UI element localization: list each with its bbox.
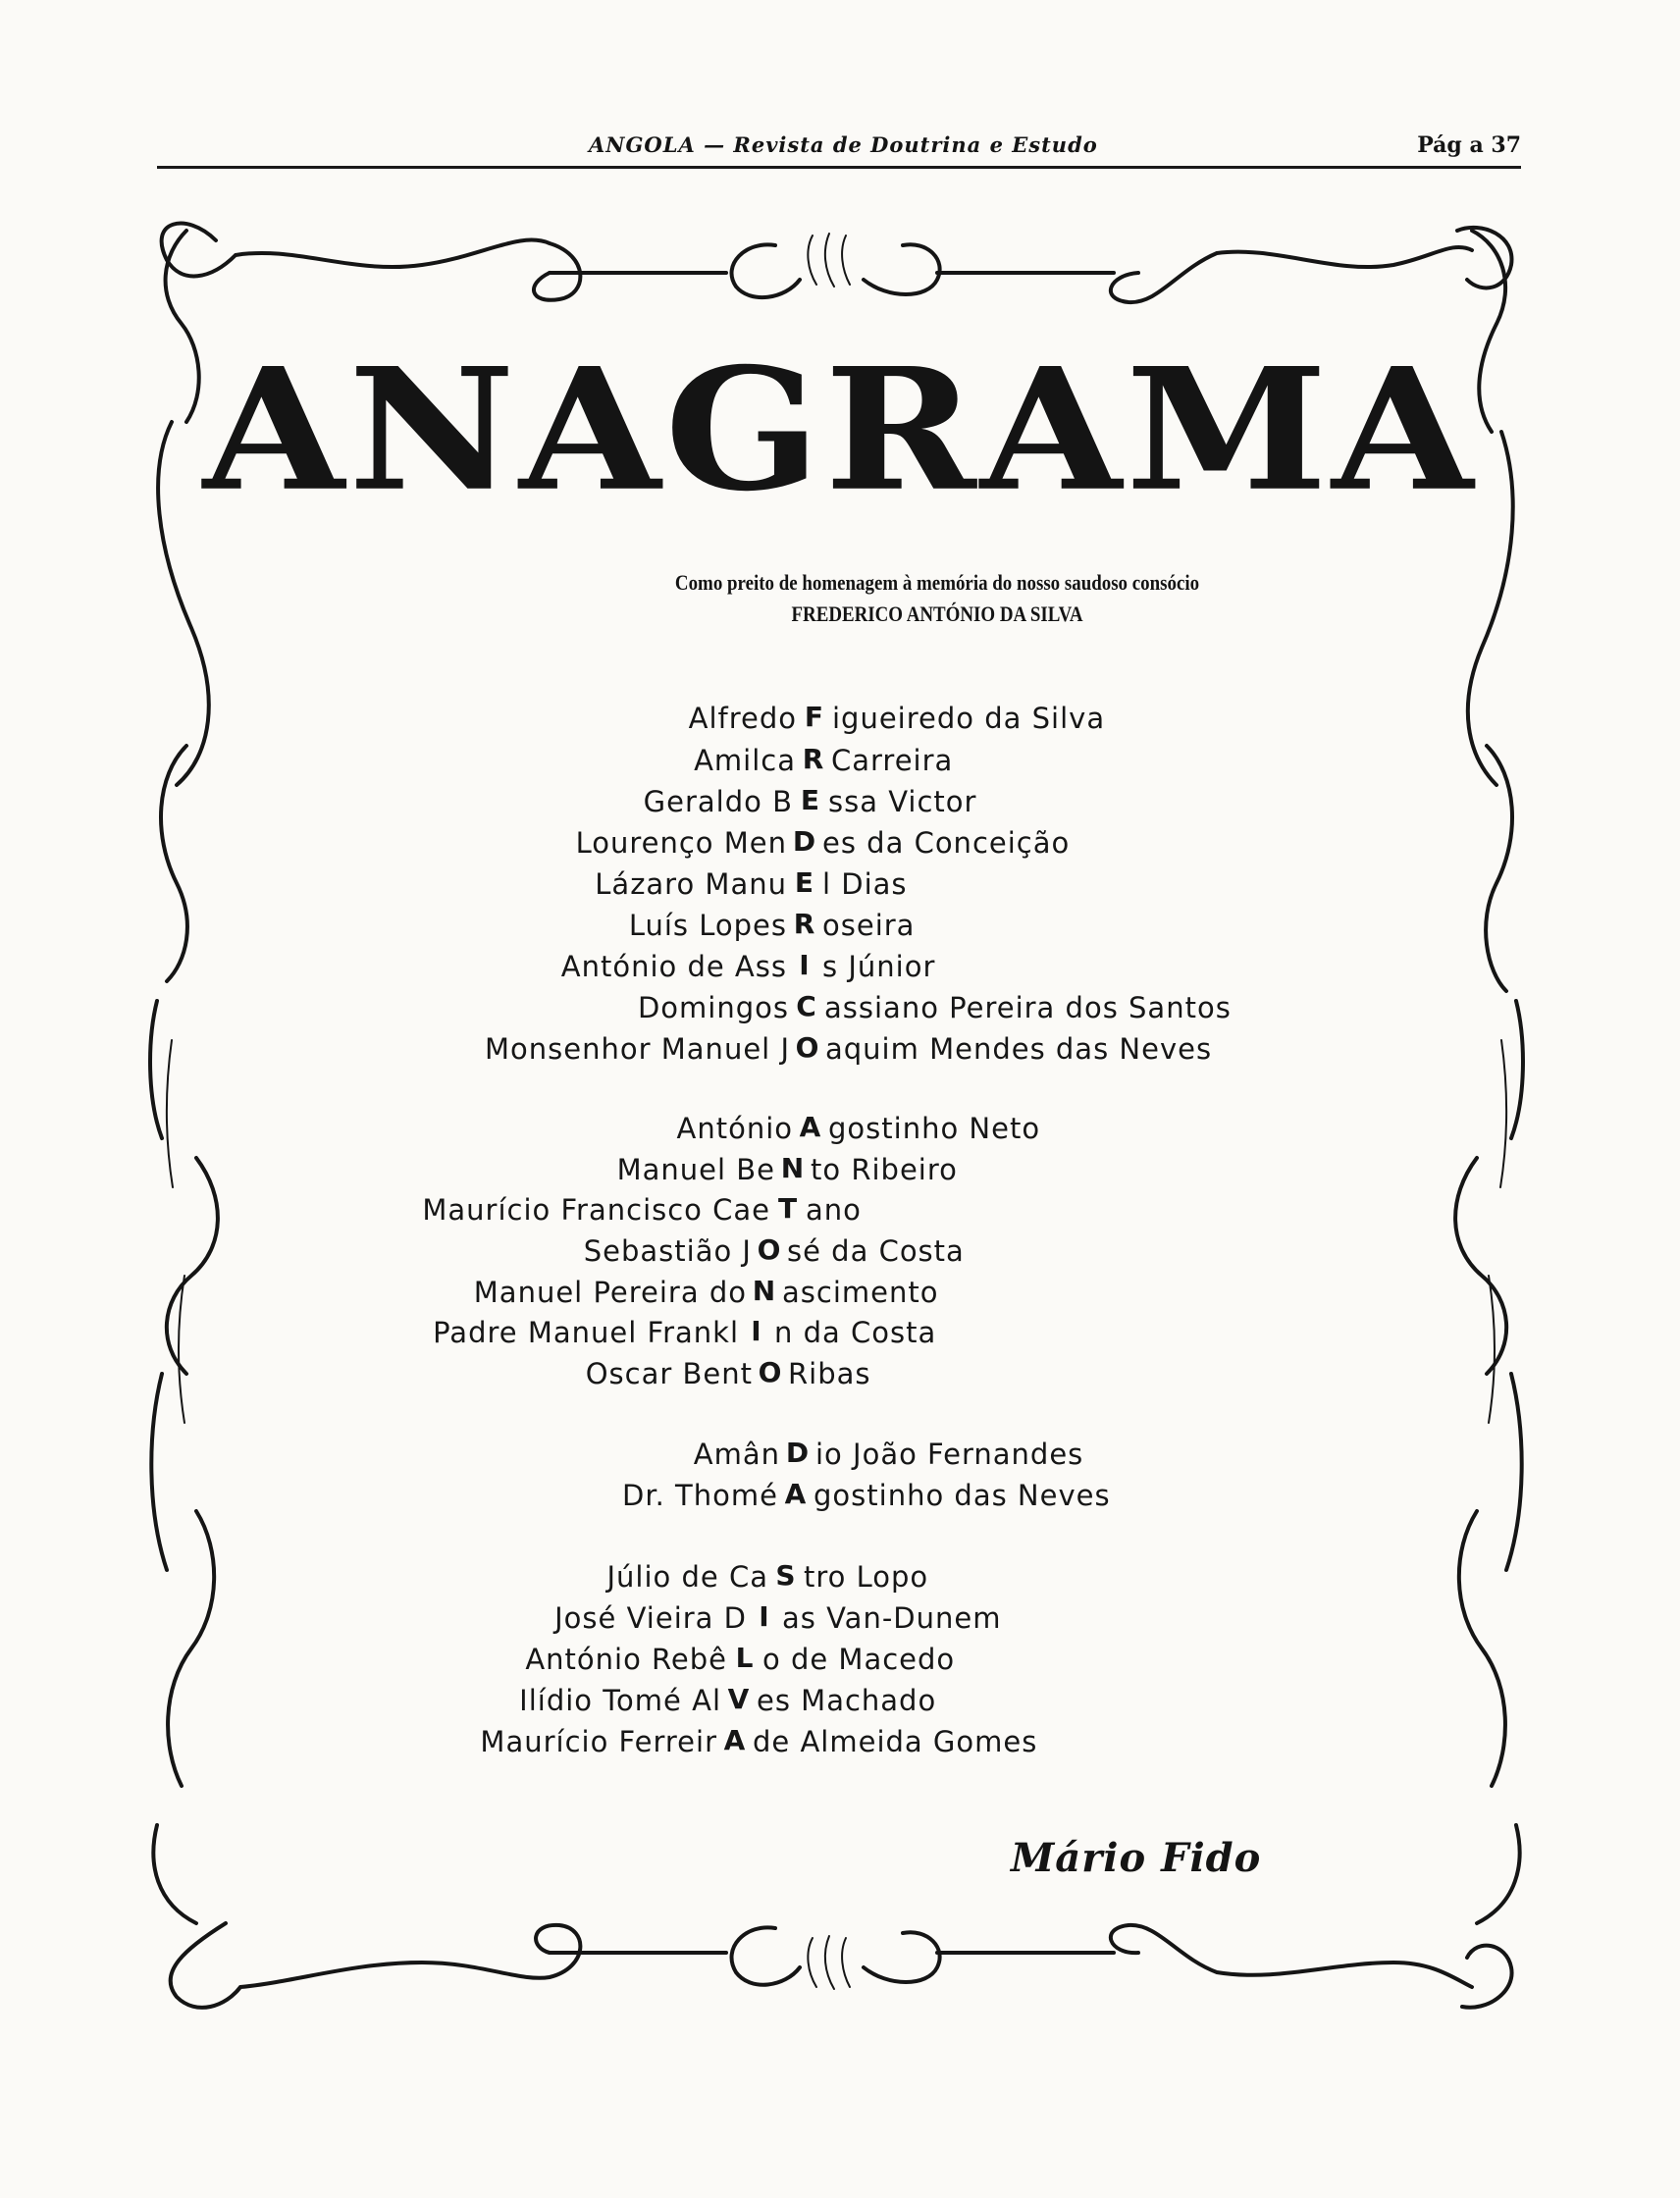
journal-title: ANGOLA — Revista de Doutrina e Estudo [589, 132, 1098, 157]
name-after-letter: ssa Victor [828, 785, 977, 818]
name-after-letter: n da Costa [774, 1316, 937, 1349]
name-before-letter: António Rebê [525, 1643, 727, 1676]
anagram-line [0, 1032, 1680, 1066]
highlighted-letter: D [785, 1437, 811, 1469]
name-before-letter: Ilídio Tomé Al [519, 1684, 721, 1717]
anagram-line [0, 1479, 1680, 1512]
name-after-letter: de Almeida Gomes [753, 1725, 1038, 1758]
anagram-line [0, 1153, 1680, 1186]
highlighted-letter: N [752, 1275, 777, 1307]
highlighted-letter: T [777, 1192, 799, 1225]
highlighted-letter: C [796, 990, 817, 1022]
highlighted-letter: F [804, 701, 825, 733]
highlighted-letter: O [757, 1233, 782, 1266]
anagram-line [0, 1276, 1680, 1309]
highlighted-letter: E [800, 784, 821, 816]
name-before-letter: Maurício Ferreir [480, 1725, 717, 1758]
anagram-line [0, 991, 1680, 1024]
highlighted-letter: A [799, 1111, 822, 1143]
highlighted-letter: A [784, 1478, 808, 1510]
name-before-letter: Padre Manuel Frankl [433, 1316, 739, 1349]
name-after-letter: es da Conceição [822, 826, 1071, 860]
name-before-letter: Maurício Francisco Cae [422, 1193, 770, 1227]
highlighted-letter: L [735, 1642, 755, 1674]
anagram-line [0, 785, 1680, 818]
name-after-letter: gostinho Neto [828, 1112, 1041, 1145]
name-after-letter: io João Fernandes [815, 1438, 1084, 1471]
name-before-letter: Oscar Bent [585, 1357, 753, 1390]
name-before-letter: Monsenhor Manuel J [485, 1032, 790, 1066]
highlighted-letter: V [727, 1683, 751, 1715]
name-before-letter: Luís Lopes [628, 909, 787, 942]
honoree-name: FREDERICO ANTÓNIO DA SILVA [791, 602, 1083, 626]
name-after-letter: ascimento [782, 1276, 939, 1309]
anagram-line [0, 744, 1680, 777]
highlighted-letter: E [794, 866, 815, 899]
name-after-letter: as Van-Dunem [782, 1601, 1002, 1635]
highlighted-letter: O [795, 1031, 820, 1064]
anagram-line [0, 1193, 1680, 1227]
anagram-line [0, 950, 1680, 983]
anagram-line [0, 1438, 1680, 1471]
highlighted-letter: O [758, 1356, 783, 1388]
name-after-letter: igueiredo da Silva [832, 702, 1106, 735]
name-after-letter: aquim Mendes das Neves [825, 1032, 1213, 1066]
anagram-line [0, 702, 1680, 735]
highlighted-letter: I [751, 1315, 762, 1347]
name-before-letter: Domingos [637, 991, 789, 1024]
highlighted-letter: A [723, 1724, 747, 1756]
name-after-letter: ano [806, 1193, 862, 1227]
name-after-letter: oseira [822, 909, 916, 942]
highlighted-letter: I [759, 1600, 770, 1633]
anagram-line [0, 1316, 1680, 1349]
name-before-letter: Dr. Thomé [622, 1479, 778, 1512]
highlighted-letter: R [793, 908, 816, 940]
name-after-letter: s Júnior [822, 950, 936, 983]
highlighted-letter: S [775, 1559, 797, 1592]
name-before-letter: Lourenço Men [575, 826, 787, 860]
highlighted-letter: D [792, 825, 817, 858]
author-signature: Mário Fido [1011, 1835, 1262, 1881]
name-before-letter: José Vieira D [554, 1601, 747, 1635]
name-after-letter: es Machado [757, 1684, 937, 1717]
anagram-line [0, 1234, 1680, 1268]
name-after-letter: gostinho das Neves [814, 1479, 1111, 1512]
page-number: Pág a 37 [1417, 132, 1521, 158]
name-before-letter: Sebastião J [583, 1234, 752, 1268]
name-after-letter: tro Lopo [804, 1560, 929, 1594]
name-before-letter: Manuel Be [616, 1153, 775, 1186]
name-before-letter: Geraldo B [643, 785, 793, 818]
name-after-letter: Ribas [788, 1357, 871, 1390]
anagram-line [0, 1684, 1680, 1717]
name-after-letter: l Dias [822, 867, 908, 901]
anagram-line [0, 867, 1680, 901]
anagram-line [0, 1357, 1680, 1390]
anagram-line [0, 1725, 1680, 1758]
name-before-letter: Alfredo [688, 702, 797, 735]
name-after-letter: sé da Costa [787, 1234, 965, 1268]
name-before-letter: António [676, 1112, 793, 1145]
name-before-letter: Amilca [694, 744, 796, 777]
name-before-letter: Júlio de Ca [606, 1560, 768, 1594]
highlighted-letter: N [780, 1152, 806, 1184]
name-after-letter: Carreira [831, 744, 954, 777]
highlighted-letter: I [799, 949, 811, 981]
name-before-letter: António de Ass [560, 950, 787, 983]
highlighted-letter: R [802, 743, 825, 775]
anagram-line [0, 826, 1680, 860]
dedication-line: Como preito de homenagem à memória do nosso saudoso consócio [674, 570, 1200, 595]
name-after-letter: to Ribeiro [811, 1153, 958, 1186]
anagram-line [0, 909, 1680, 942]
name-before-letter: Amân [693, 1438, 780, 1471]
name-before-letter: Lázaro Manu [595, 867, 787, 901]
anagram-line [0, 1643, 1680, 1676]
anagram-line [0, 1112, 1680, 1145]
anagram-title: ANAGRAMA [202, 330, 1478, 529]
anagram-line [0, 1601, 1680, 1635]
name-before-letter: Manuel Pereira do [473, 1276, 747, 1309]
name-after-letter: o de Macedo [762, 1643, 956, 1676]
anagram-line [0, 1560, 1680, 1594]
name-after-letter: assiano Pereira dos Santos [824, 991, 1232, 1024]
